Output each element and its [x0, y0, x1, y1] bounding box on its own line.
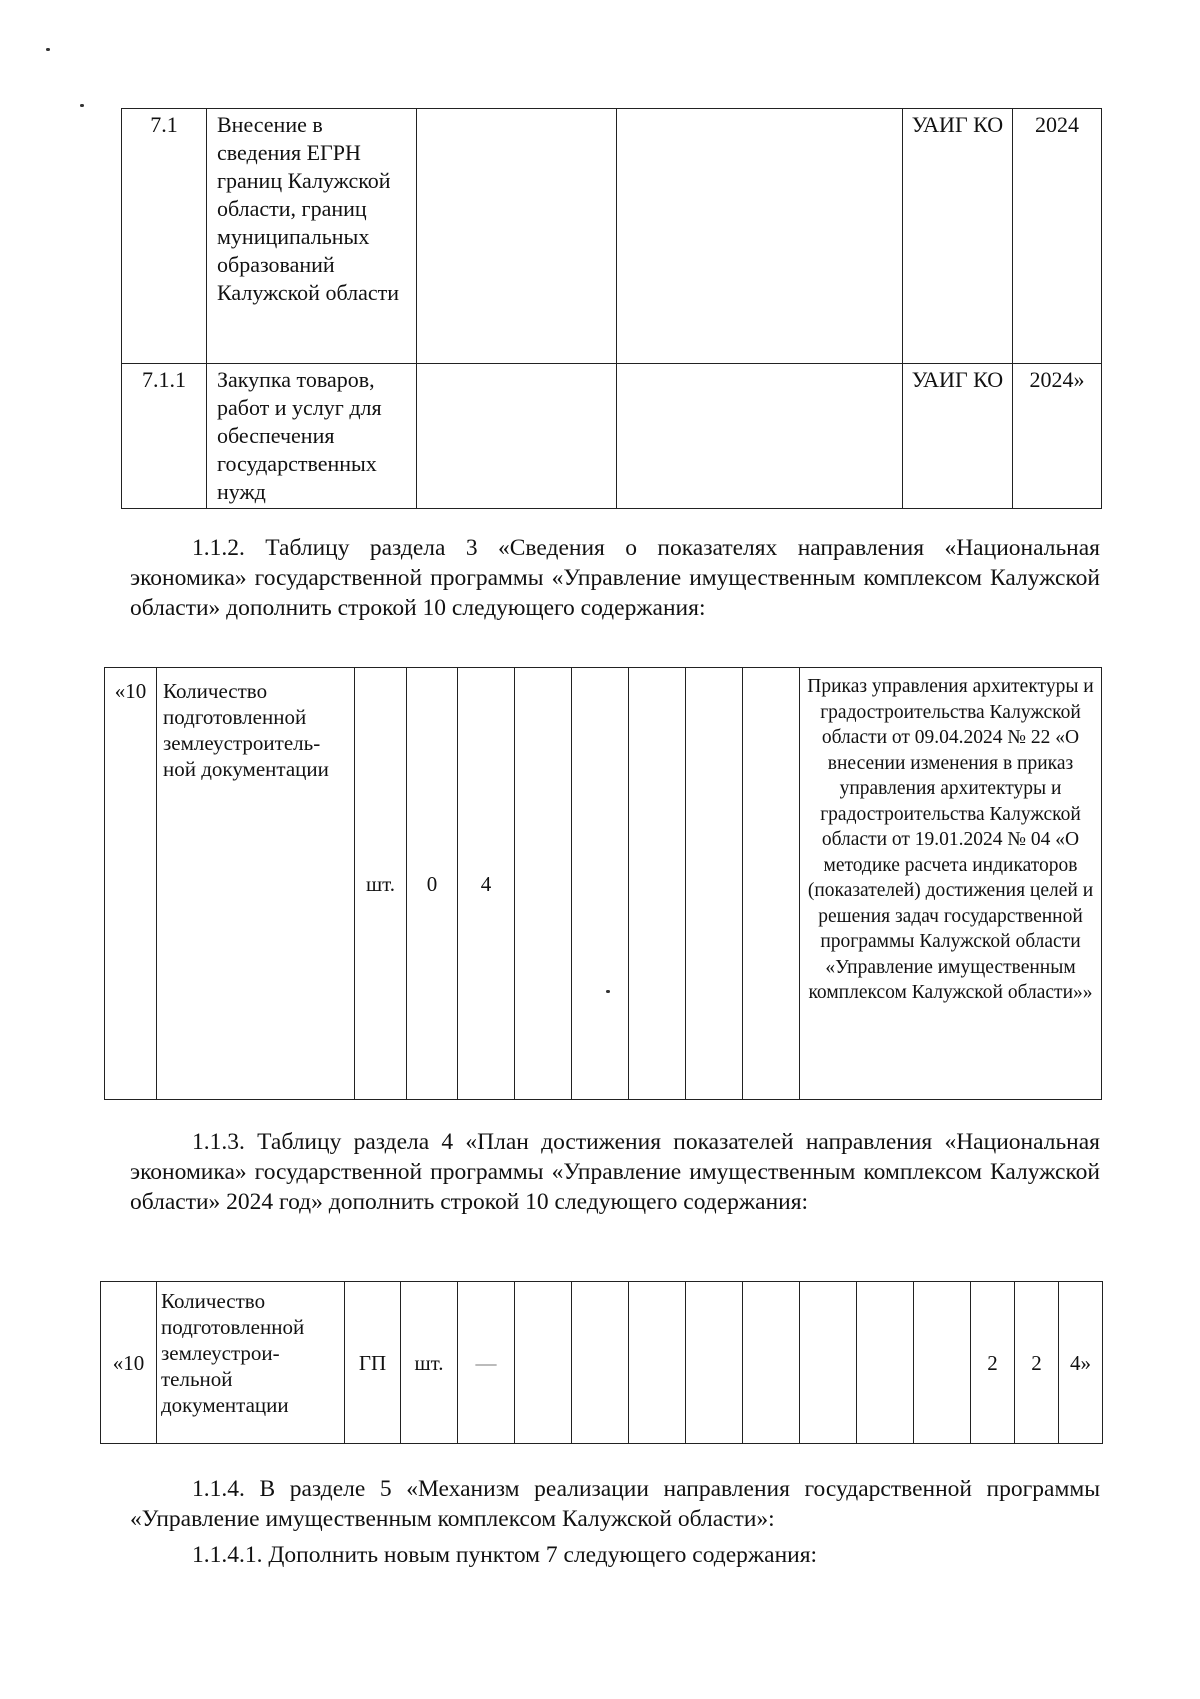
target-value: 4	[458, 668, 515, 1100]
empty-cell	[417, 364, 617, 509]
paragraph-1-1-4	[130, 1474, 1100, 1534]
scan-speck	[46, 48, 50, 51]
row-number: 7.1	[122, 109, 207, 364]
activity-name: Внесение в сведения ЕГРН границ Калужской области, границ муниципальных образований Калужской области	[207, 109, 417, 364]
empty-cell	[857, 1282, 914, 1444]
empty-cell	[617, 109, 903, 364]
row-number: 7.1.1	[122, 364, 207, 509]
plan-table	[100, 1281, 1103, 1444]
empty-cell	[572, 668, 629, 1100]
paragraph-1-1-2	[130, 533, 1100, 623]
paragraph-1-1-4-1	[130, 1540, 1100, 1570]
empty-cell	[617, 364, 903, 509]
activity-name: Закупка товаров, работ и услуг для обеспечения государственных нужд	[207, 364, 417, 509]
paragraph-text: 1.1.3. Таблицу раздела 4 «План достижения показателей направления «Национальная экономика» государственной программы «Управление имущественным комплексом Калужской области» 2024 год» дополнить строкой 10 следующего содержания:	[130, 1129, 1100, 1215]
table-row	[122, 109, 1102, 364]
scan-speck	[606, 990, 610, 993]
empty-cell	[914, 1282, 971, 1444]
value-1: 2	[971, 1282, 1015, 1444]
activities-table	[121, 108, 1102, 509]
empty-cell	[629, 668, 686, 1100]
table-row	[122, 364, 1102, 509]
empty-cell	[743, 668, 800, 1100]
responsible: УАИГ КО	[903, 364, 1013, 509]
indicator-name: Количество подготовленной землеустроитель-ной документации	[157, 668, 355, 1100]
empty-cell	[417, 109, 617, 364]
year: 2024	[1013, 109, 1102, 364]
legal-basis: Приказ управления архитектуры и градостроительства Калужской области от 09.04.2024 № 22 «О внесении изменения в приказ управления архитектуры и градостроительства Калужской области от 19.01.2024 № 04 «О методике расчета индикаторов (показателей) достижения целей и решения задач государственной программы Калужской области «Управление имущественным комплексом Калужской области»»	[800, 668, 1102, 1100]
empty-cell	[572, 1282, 629, 1444]
scan-speck	[80, 104, 84, 107]
row-number: «10	[105, 668, 157, 1100]
empty-cell	[686, 668, 743, 1100]
empty-cell	[515, 1282, 572, 1444]
year: 2024»	[1013, 364, 1102, 509]
empty-cell	[515, 668, 572, 1100]
empty-cell	[686, 1282, 743, 1444]
empty-cell	[629, 1282, 686, 1444]
responsible: УАИГ КО	[903, 109, 1013, 364]
empty-cell	[800, 1282, 857, 1444]
indicators-table	[104, 667, 1102, 1100]
dash-cell: —	[458, 1282, 515, 1444]
table-row	[105, 668, 1102, 1100]
paragraph-text: 1.1.4.1. Дополнить новым пунктом 7 следующего содержания:	[192, 1542, 818, 1568]
value-3: 4»	[1059, 1282, 1103, 1444]
unit: шт.	[355, 668, 407, 1100]
table-row	[101, 1282, 1103, 1444]
paragraph-text: 1.1.4. В разделе 5 «Механизм реализации направления государственной программы «Управление имущественным комплексом Калужской области»:	[130, 1476, 1100, 1532]
base-value: 0	[407, 668, 458, 1100]
paragraph-text: 1.1.2. Таблицу раздела 3 «Сведения о показателях направления «Национальная экономика» государственной программы «Управление имущественным комплексом Калужской области» дополнить строкой 10 следующего содержания:	[130, 535, 1100, 621]
row-number: «10	[101, 1282, 157, 1444]
empty-cell	[743, 1282, 800, 1444]
value-2: 2	[1015, 1282, 1059, 1444]
level: ГП	[345, 1282, 401, 1444]
indicator-name: Количество подготовленной землеустрои-тельной документации	[157, 1282, 345, 1444]
paragraph-1-1-3	[130, 1127, 1100, 1217]
unit: шт.	[401, 1282, 458, 1444]
